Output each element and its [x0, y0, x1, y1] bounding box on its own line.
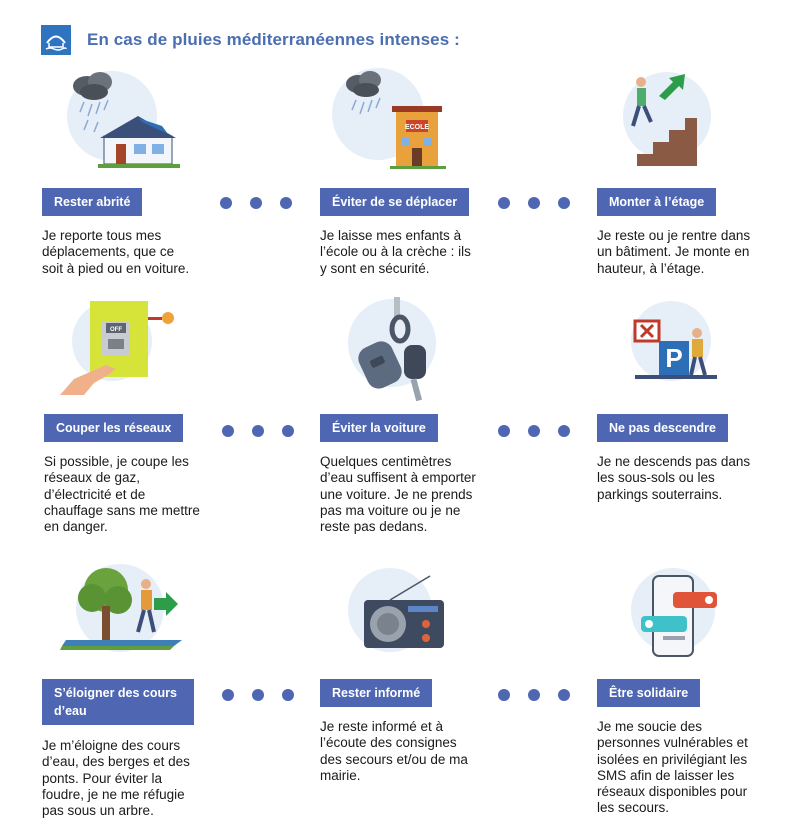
tip-label: Ne pas descendre	[597, 414, 728, 442]
tip-description: Je reste informé et à l’écoute des consignes des secours et/ou de ma mairie.	[320, 719, 468, 783]
tip-description: Si possible, je coupe les réseaux de gaz, d’électricité et de chauffage sans me mettre en danger.	[44, 454, 200, 535]
tip-description: Quelques centimètres d’eau suffisent à emporter une voiture. Je ne prends pas ma voiture ou je ne reste pas dedans.	[320, 454, 476, 535]
school-sign-text: ECOLE	[404, 124, 430, 131]
tip-label: Couper les réseaux	[44, 414, 183, 442]
tip-description: Je ne descends pas dans les sous-sols ou les parkings souterrains.	[597, 454, 751, 502]
separator-dots	[498, 197, 570, 209]
separator-dots	[498, 689, 570, 701]
tip-label: Éviter de se déplacer	[320, 188, 469, 216]
tip-label: Rester informé	[320, 679, 432, 707]
tip-description: Je reste ou je rentre dans un bâtiment. Je monte en hauteur, à l’étage.	[597, 228, 751, 276]
tip-label: Rester abrité	[42, 188, 142, 216]
tip-description: Je me soucie des personnes vulnérables et isolées en privilégiant les SMS afin de laisser les réseaux disponibles pour les secours.	[597, 719, 748, 816]
phone-sms-icon	[597, 562, 777, 672]
tip-description: Je reporte tous mes déplacements, que ce soit à pied ou en voiture.	[42, 228, 190, 276]
electric-switch-icon	[44, 295, 224, 405]
tip-description: Je laisse mes enfants à l’école ou à la crèche : ils y sont en sécurité.	[320, 228, 471, 276]
page-header	[41, 24, 460, 56]
water-wave-logo-icon	[41, 25, 71, 55]
tip-label: Être solidaire	[597, 679, 700, 707]
tip-label: Monter à l’étage	[597, 188, 716, 216]
separator-dots	[498, 425, 570, 437]
tip-label: Éviter la voiture	[320, 414, 438, 442]
separator-dots	[222, 689, 294, 701]
svg-text:P: P	[665, 343, 683, 373]
car-keys-icon	[320, 295, 500, 405]
separator-dots	[222, 425, 294, 437]
school-rain-icon	[320, 66, 500, 176]
tip-label: S’éloigner des cours d’eau	[42, 679, 194, 725]
radio-icon	[320, 562, 500, 672]
switch-off-text: OFF	[110, 327, 122, 333]
page-title: En cas de pluies méditerranéennes intenses :	[87, 30, 460, 49]
tip-description: Je m’éloigne des cours d’eau, des berges et des ponts. Pour éviter la foudre, je ne me réfugie pas sous un arbre.	[42, 738, 190, 819]
no-parking-icon	[597, 295, 777, 405]
separator-dots	[220, 197, 292, 209]
house-rain-icon	[42, 66, 222, 176]
tree-walk-away-icon	[42, 562, 222, 672]
stairs-climb-icon	[597, 66, 777, 176]
